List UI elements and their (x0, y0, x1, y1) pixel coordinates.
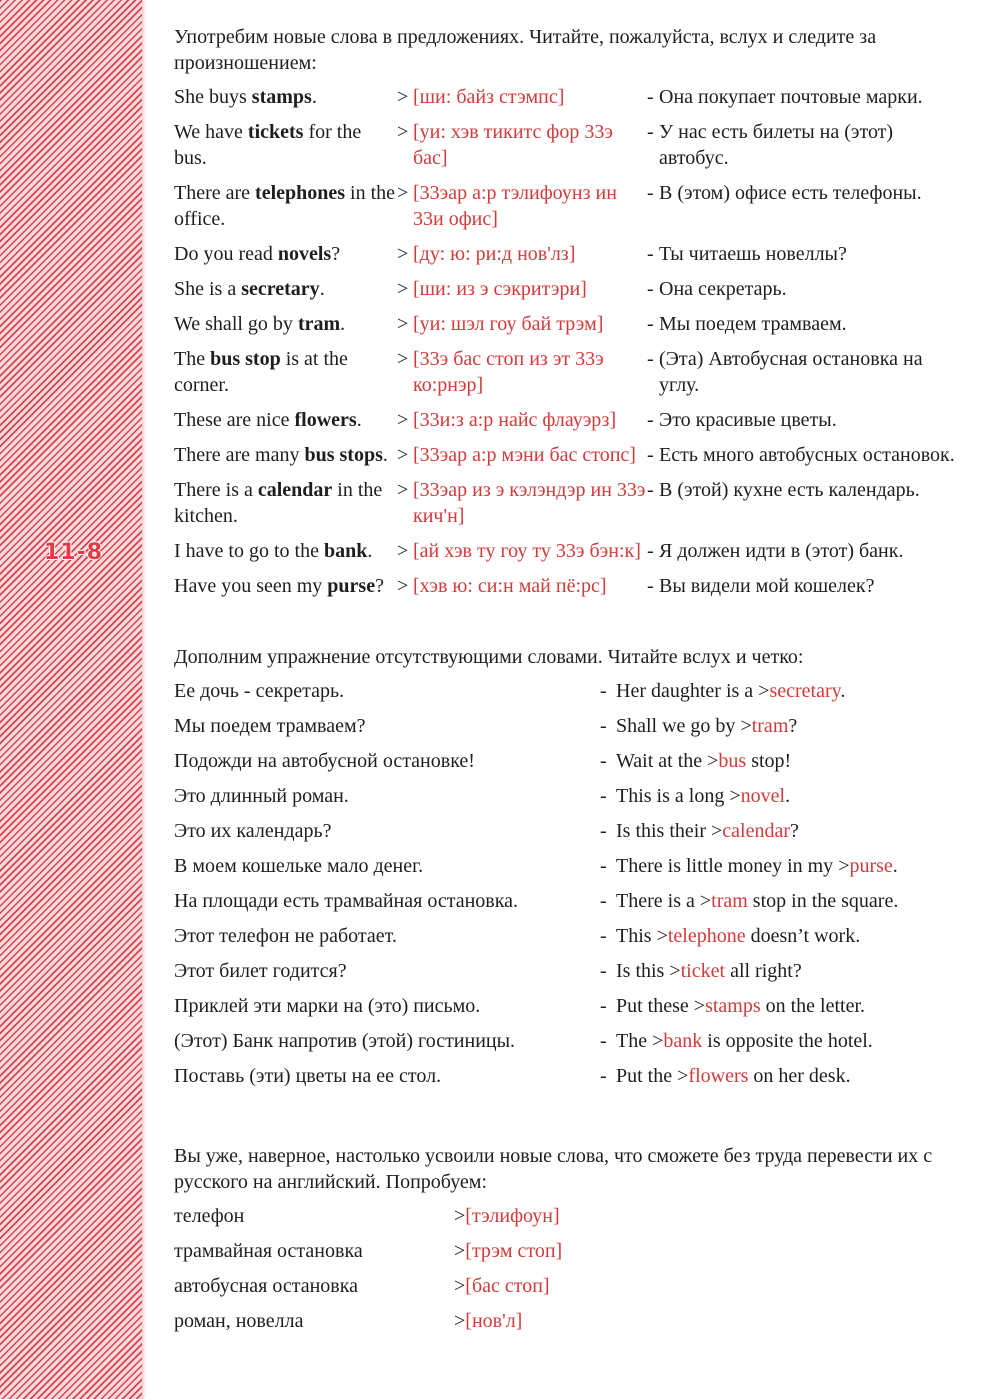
exercise-row (174, 678, 974, 713)
sentence-text: . (892, 855, 898, 877)
new-word: bus stop (210, 348, 281, 370)
sentence-text: Is this their (616, 820, 711, 842)
exercise-row (174, 993, 974, 1028)
answer-word: flowers (688, 1065, 749, 1087)
exercise-table (174, 678, 974, 1098)
vocab-row (174, 276, 974, 302)
english-sentence (600, 958, 974, 984)
russian-translation: - Вы видели мой кошелек? (647, 573, 967, 599)
russian-sentence: Этот билет годится? (174, 960, 347, 982)
sentence-text: Put the (616, 1065, 678, 1087)
sentence-text: Wait at the (616, 750, 708, 772)
english-sentence (600, 888, 974, 914)
gap-marker: > (758, 680, 770, 702)
russian-translation: - Ты читаешь новеллы? (647, 241, 967, 267)
sentence-text: on the letter. (760, 995, 866, 1017)
english-sentence (174, 346, 397, 398)
vocab-row (174, 180, 974, 232)
sentence-text: is at the corner. (174, 348, 348, 396)
english-sentence (600, 818, 974, 844)
transliteration: > [33эар а:р мэни бас стопс] (397, 442, 647, 468)
gap-marker: > (454, 1240, 466, 1262)
vocab-row (174, 538, 974, 564)
answer-word: calendar (722, 820, 791, 842)
gap-marker: > (729, 785, 741, 807)
vocab-row (174, 346, 974, 398)
gap-marker: > (699, 890, 712, 912)
russian-translation: - В (этой) кухне есть календарь. (647, 477, 967, 503)
vocab-row (174, 442, 974, 468)
vocab-row (174, 119, 974, 171)
new-word: tram (297, 313, 341, 335)
new-word: secretary (241, 278, 320, 300)
answer-transliteration (454, 1273, 754, 1299)
russian-translation: - Есть много автобусных остановок. (647, 442, 967, 468)
sentence-text: There is a (616, 890, 700, 912)
gap-marker: > (669, 960, 681, 982)
sentence-text: There are many (174, 444, 305, 466)
sentence-text: . (382, 444, 388, 466)
english-sentence (600, 678, 974, 704)
transliteration: [бас стоп] (465, 1275, 550, 1297)
sentence-text: This (616, 925, 657, 947)
translation-row (174, 1238, 974, 1273)
answer-transliteration (454, 1238, 754, 1264)
exercise-row (174, 713, 974, 748)
answer-word: ticket (680, 960, 726, 982)
sentence-text: . (356, 409, 362, 431)
exercise-row (174, 958, 974, 993)
vocab-row (174, 311, 974, 337)
english-sentence (174, 538, 397, 564)
english-sentence (600, 1028, 974, 1054)
russian-translation: - Я должен идти в (этот) банк. (647, 538, 967, 564)
page-label: 11-8 (44, 540, 104, 565)
sentence-text: There are (174, 182, 256, 204)
sentence-text: We shall go by (174, 313, 298, 335)
sentence-text: Have you seen my (174, 575, 328, 597)
sentence-text: There is a (174, 479, 258, 501)
transliteration: > [33эар а:р тэлифоунз ин 33и офис] (397, 180, 647, 232)
vocab-row (174, 84, 974, 110)
russian-translation: - (Эта) Автобусная остановка на углу. (647, 346, 967, 398)
answer-word: purse (849, 855, 893, 877)
russian-word: автобусная остановка (174, 1275, 359, 1297)
transliteration: > [уи: хэв тикитс фор 33э бас] (397, 119, 647, 171)
russian-sentence: (Этот) Банк напротив (этой) гостиницы. (174, 1030, 516, 1052)
sentence-text: stop in the square. (747, 890, 899, 912)
transliteration: [нов'л] (465, 1310, 523, 1332)
russian-sentence: Подожди на автобусной остановке! (174, 750, 475, 772)
answer-word: bank (663, 1030, 703, 1052)
russian-sentence: Это длинный роман. (174, 785, 349, 807)
sentence-text: . (367, 540, 373, 562)
russian-sentence: Ее дочь - секретарь. (174, 680, 345, 702)
russian-word: трамвайная остановка (174, 1240, 363, 1262)
russian-sentence: Этот телефон не работает. (174, 925, 397, 947)
sentence-text: Shall we go by (616, 715, 741, 737)
section-translation-exercise (174, 1143, 974, 1343)
russian-sentence: Поставь (эти) цветы на ее стол. (174, 1065, 442, 1087)
sentence-text: stop! (746, 750, 792, 772)
sentence-text: She is a (174, 278, 242, 300)
sentence-text: ? (375, 575, 384, 597)
answer-word: stamps (705, 995, 761, 1017)
english-sentence (600, 1063, 974, 1089)
translation-row (174, 1308, 974, 1343)
transliteration: > [ши: байз стэмпс] (397, 84, 647, 110)
sentence-text: ? (790, 820, 799, 842)
exercise-row (174, 818, 974, 853)
sentence-text: doesn’t work. (745, 925, 861, 947)
english-sentence (174, 573, 397, 599)
russian-sentence: В моем кошельке мало денег. (174, 855, 424, 877)
russian-word: телефон (174, 1205, 245, 1227)
vocab-row (174, 477, 974, 529)
exercise-row (174, 853, 974, 888)
new-word: purse (327, 575, 376, 597)
russian-word: роман, новелла (174, 1310, 304, 1332)
exercise-row (174, 1028, 974, 1063)
sentence-text: . (840, 680, 846, 702)
page-content (174, 24, 974, 1343)
vocab-row (174, 573, 974, 599)
gap-marker: > (454, 1205, 466, 1227)
sentence-text: . (311, 86, 317, 108)
english-sentence (174, 442, 397, 468)
vocab-row (174, 241, 974, 267)
new-word: tickets (247, 121, 304, 143)
gap-marker: > (677, 1065, 689, 1087)
english-sentence (600, 853, 974, 879)
new-word: calendar (257, 479, 333, 501)
new-word: novels (277, 243, 332, 265)
sentence-text: Her daughter is a (616, 680, 759, 702)
russian-sentence: На площади есть трамвайная остановка. (174, 890, 519, 912)
sentence-text: The (616, 1030, 653, 1052)
english-sentence (600, 783, 974, 809)
gap-marker: > (652, 1030, 664, 1052)
new-word: flowers (294, 409, 357, 431)
russian-sentence: Это их календарь? (174, 820, 332, 842)
transliteration: [тэлифоун] (465, 1205, 560, 1227)
russian-translation: - Она секретарь. (647, 276, 967, 302)
russian-sentence: Мы поедем трамваем? (174, 715, 366, 737)
english-sentence (174, 84, 397, 110)
gap-marker: > (656, 925, 668, 947)
section-intro: Вы уже, наверное, настолько усвоили новые слова, что сможете без труда перевести их с русского на английский. Попробуем: (174, 1145, 933, 1193)
sentence-text: . (785, 785, 791, 807)
english-sentence (174, 276, 397, 302)
sentence-text: Do you read (174, 243, 278, 265)
transliteration: > [33эар из э кэлэндэр ин 33э кич'н] (397, 477, 647, 529)
answer-word: secretary (769, 680, 841, 702)
sentence-text: There is little money in my (616, 855, 839, 877)
answer-transliteration (454, 1308, 754, 1334)
sentence-text: Is this (616, 960, 670, 982)
gap-marker: > (454, 1310, 466, 1332)
new-word: telephones (255, 182, 346, 204)
translation-row (174, 1203, 974, 1238)
answer-word: tram (751, 715, 789, 737)
section-fill-in-exercise (174, 644, 974, 1098)
english-sentence (174, 407, 397, 433)
answer-transliteration (454, 1203, 754, 1229)
russian-translation: - Это красивые цветы. (647, 407, 967, 433)
sentence-text: Put these (616, 995, 694, 1017)
english-sentence (174, 477, 397, 529)
vocab-row (174, 407, 974, 433)
sentence-text: ? (331, 243, 341, 265)
english-sentence (174, 311, 397, 337)
sentence-text: The (174, 348, 211, 370)
answer-word: bus (718, 750, 747, 772)
russian-translation: - У нас есть билеты на (этот) автобус. (647, 119, 967, 171)
section-vocabulary-sentences (174, 24, 974, 599)
transliteration: > [хэв ю: си:н май пё:рс] (397, 573, 647, 599)
gap-marker: > (454, 1275, 466, 1297)
translation-row (174, 1273, 974, 1308)
gap-marker: > (711, 820, 723, 842)
english-sentence (600, 923, 974, 949)
section-intro: Употребим новые слова в предложениях. Читайте, пожалуйста, вслух и следите за произношением: (174, 26, 877, 74)
exercise-row (174, 923, 974, 958)
sentence-text: ? (788, 715, 798, 737)
sentence-text: This is a long (616, 785, 730, 807)
new-word: stamps (251, 86, 312, 108)
sentence-text: all right? (725, 960, 802, 982)
english-sentence (600, 993, 974, 1019)
sentence-text: is opposite the hotel. (702, 1030, 873, 1052)
translation-table (174, 1203, 974, 1343)
transliteration: > [ай хэв ту гоу ту 33э бэн:к] (397, 538, 647, 564)
gap-marker: > (740, 715, 752, 737)
exercise-row (174, 748, 974, 783)
english-sentence (174, 119, 397, 171)
english-sentence (174, 180, 397, 232)
sentence-text: We have (174, 121, 248, 143)
stripe-shadow (142, 0, 146, 1399)
section-intro: Дополним упражнение отсутствующими словами. Читайте вслух и четко: (174, 646, 804, 668)
sentence-text: . (340, 313, 346, 335)
transliteration: [трэм стоп] (465, 1240, 563, 1262)
russian-translation: - В (этом) офисе есть телефоны. (647, 180, 967, 206)
sentence-text: These are nice (174, 409, 295, 431)
vocabulary-table (174, 84, 974, 599)
gap-marker: > (707, 750, 719, 772)
transliteration: > [33и:з а:р найс флауэрз] (397, 407, 647, 433)
new-word: bank (323, 540, 368, 562)
decorative-stripe-margin (0, 0, 142, 1399)
english-sentence (600, 748, 974, 774)
sentence-text: I have to go to the (174, 540, 324, 562)
gap-marker: > (838, 855, 850, 877)
answer-word: tram (711, 890, 748, 912)
sentence-text: on her desk. (748, 1065, 851, 1087)
english-sentence (600, 713, 974, 739)
russian-sentence: Приклей эти марки на (это) письмо. (174, 995, 481, 1017)
transliteration: > [ши: из э сэкритэри] (397, 276, 647, 302)
english-sentence (174, 241, 397, 267)
transliteration: > [33э бас стоп из эт 33э ко:рнэр] (397, 346, 647, 398)
sentence-text: . (319, 278, 325, 300)
gap-marker: > (693, 995, 706, 1017)
sentence-text: for the bus. (174, 121, 362, 169)
russian-translation: - Она покупает почтовые марки. (647, 84, 967, 110)
sentence-text: in the office. (174, 182, 396, 230)
sentence-text: She buys (174, 86, 252, 108)
transliteration: > [ду: ю: ри:д нов'лз] (397, 241, 647, 267)
sentence-text: in the kitchen. (174, 479, 383, 527)
russian-translation: - Мы поедем трамваем. (647, 311, 967, 337)
answer-word: novel (740, 785, 786, 807)
exercise-row (174, 888, 974, 923)
exercise-row (174, 1063, 974, 1098)
new-word: bus stops (304, 444, 383, 466)
answer-word: telephone (667, 925, 746, 947)
transliteration: > [уи: шэл гоу бай трэм] (397, 311, 647, 337)
exercise-row (174, 783, 974, 818)
